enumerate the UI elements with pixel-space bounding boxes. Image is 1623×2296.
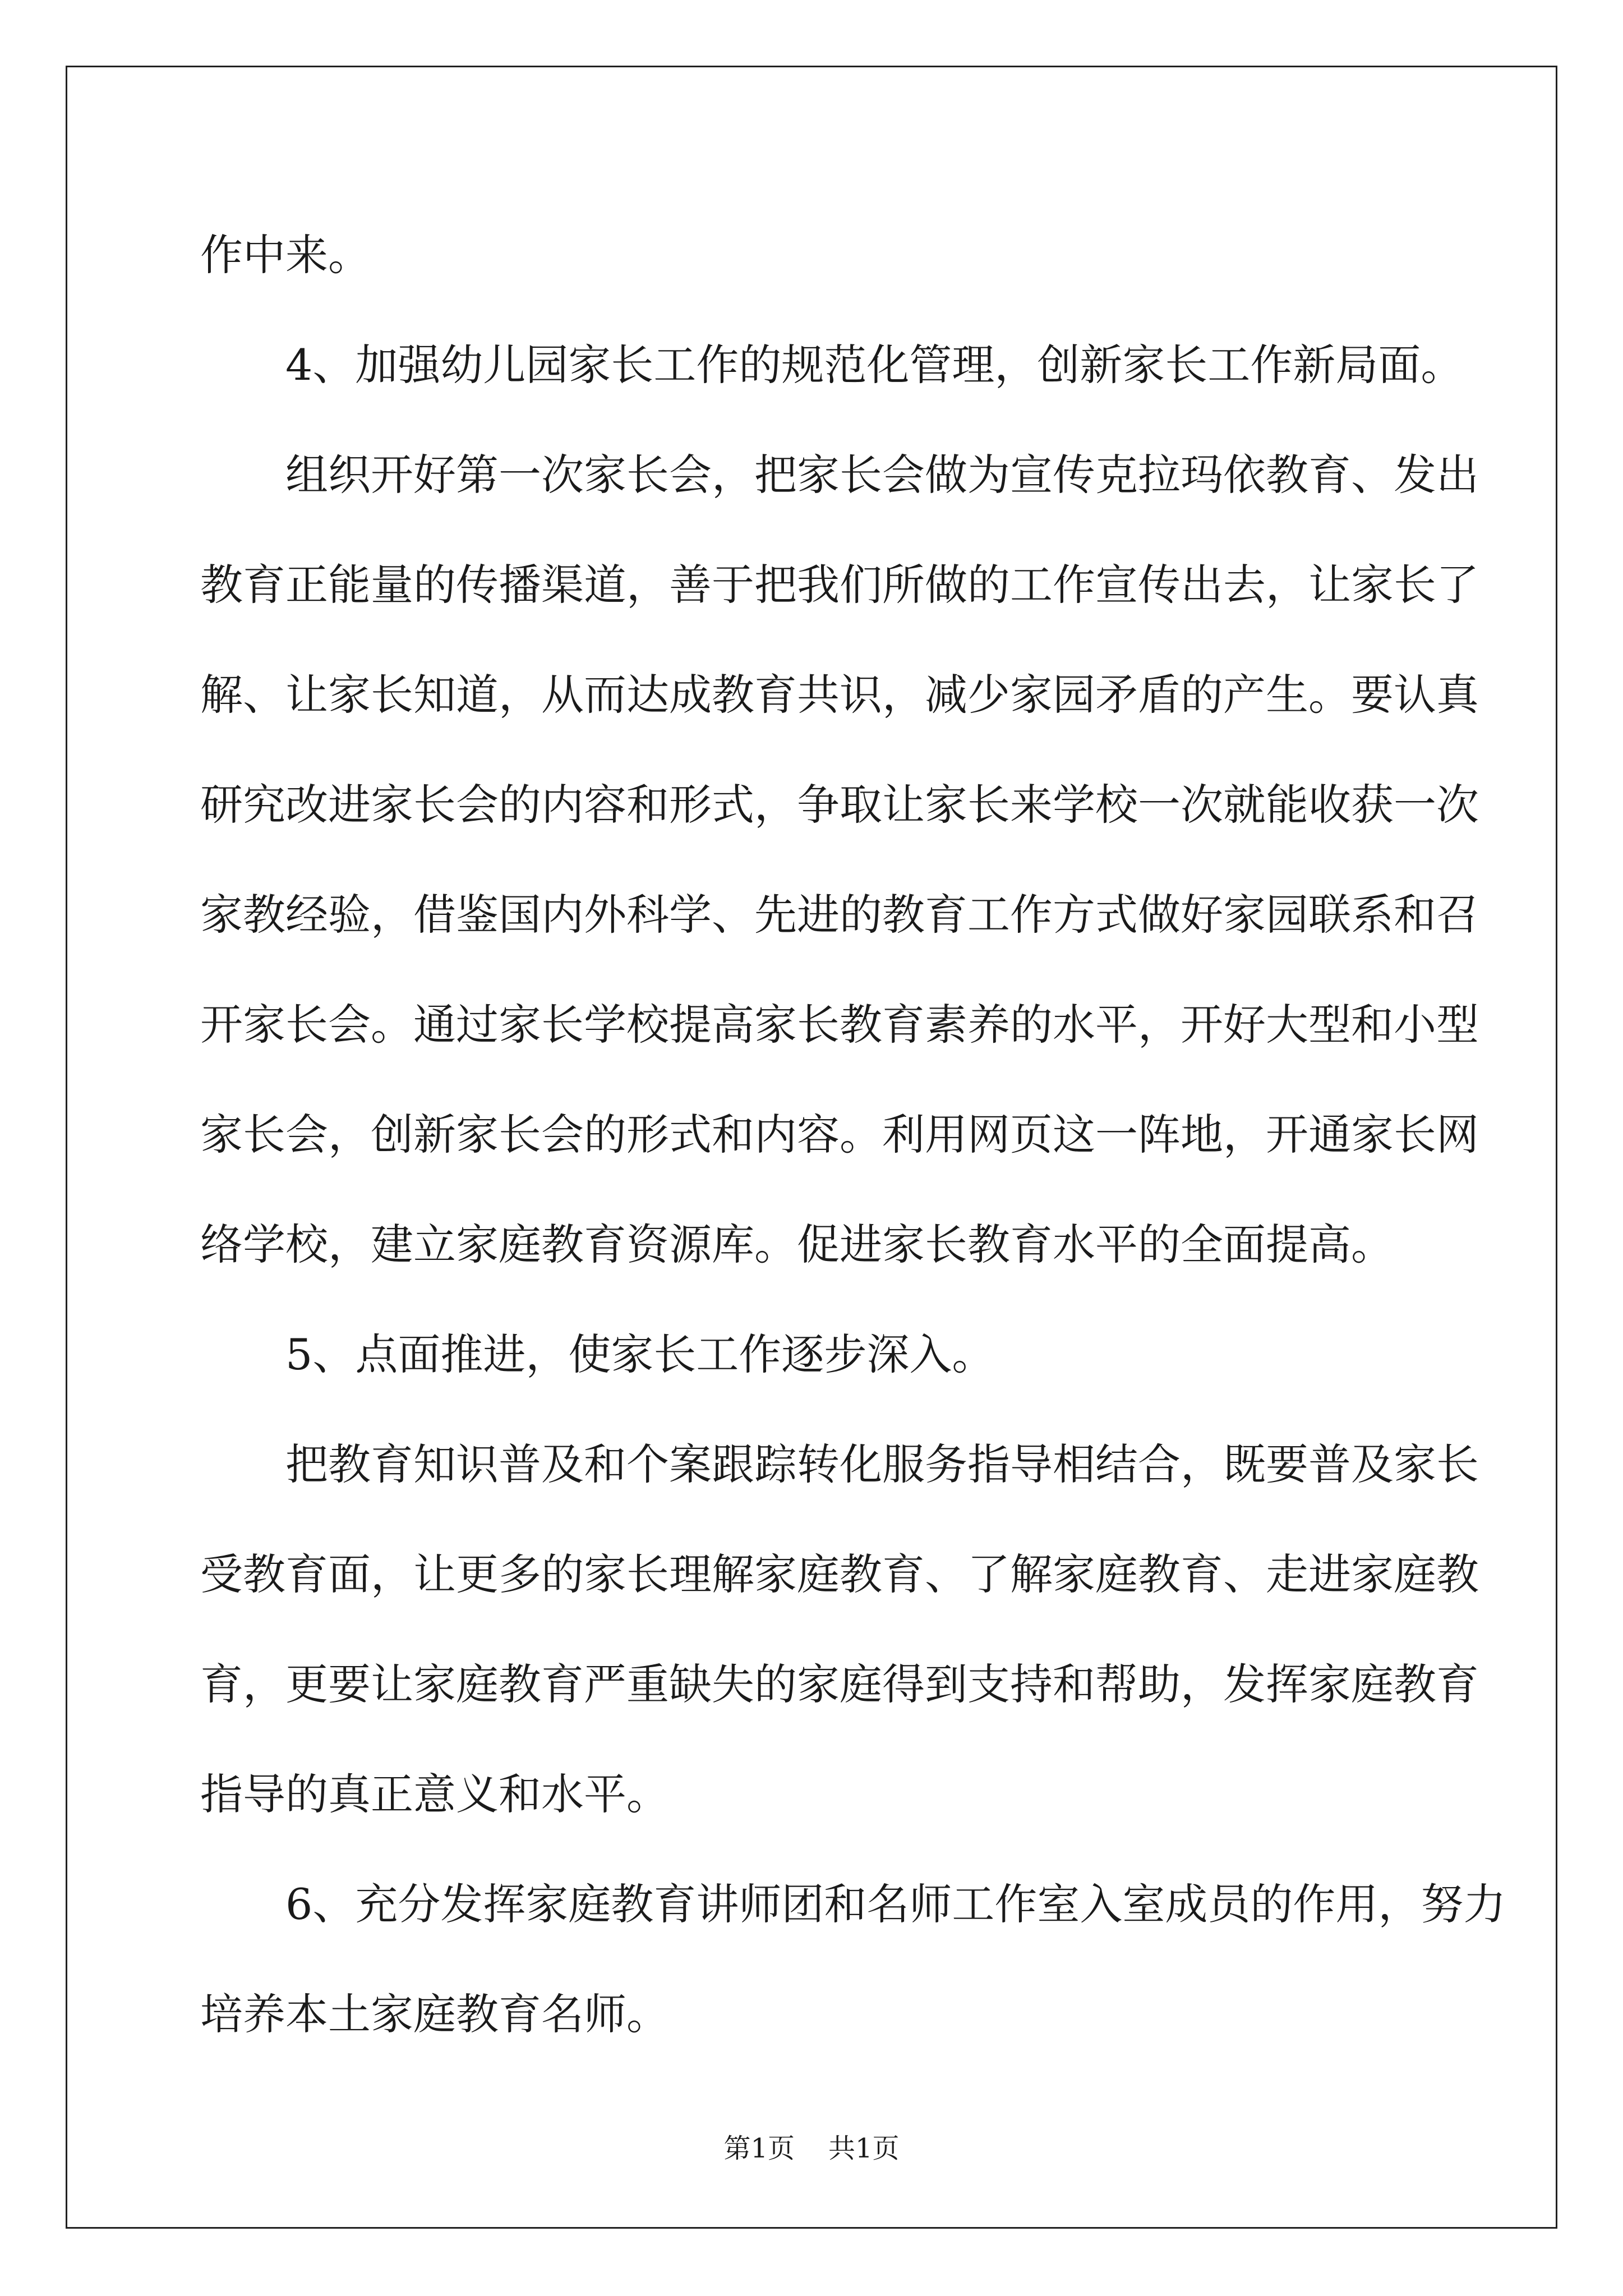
text-line: 开家长会。通过家长学校提高家长教育素养的水平，开好大型和小型 [200,1000,1479,1050]
text-line: 教育正能量的传播渠道，善于把我们所做的工作宣传出去，让家长了 [200,560,1479,610]
paragraph-heading: 4、加强幼儿园家长工作的规范化管理，创新家长工作新局面。 [285,340,1464,390]
text-line: 育，更要让家庭教育严重缺失的家庭得到支持和帮助，发挥家庭教育 [200,1659,1479,1709]
paragraph-heading: 5、点面推进，使家长工作逐步深入。 [285,1329,995,1379]
text-line: 络学校，建立家庭教育资源库。促进家长教育水平的全面提高。 [200,1220,1394,1269]
text-line: 家教经验，借鉴国内外科学、先进的教育工作方式做好家园联系和召 [200,890,1479,940]
text-line: 培养本土家庭教育名师。 [200,1989,669,2039]
paragraph-heading: 6、充分发挥家庭教育讲师团和名师工作室入室成员的作用，努力 [285,1879,1506,1929]
text-line: 作中来。 [200,230,371,280]
page-number: 第1页 [723,2133,795,2164]
text-line: 解、让家长知道，从而达成教育共识，减少家园矛盾的产生。要认真 [200,670,1479,720]
text-line: 受教育面，让更多的家长理解家庭教育、了解家庭教育、走进家庭教 [200,1549,1479,1599]
text-line: 组织开好第一次家长会，把家长会做为宣传克拉玛依教育、发出 [285,450,1479,500]
text-line: 研究改进家长会的内容和形式，争取让家长来学校一次就能收获一次 [200,780,1479,830]
page-total: 共1页 [828,2133,900,2164]
document-body [200,213,1506,2082]
text-line: 把教育知识普及和个案跟踪转化服务指导相结合，既要普及家长 [285,1439,1479,1489]
text-line: 家长会，创新家长会的形式和内容。利用网页这一阵地，开通家长网 [200,1110,1479,1159]
text-line: 指导的真正意义和水平。 [200,1769,669,1819]
page-footer [0,2132,1623,2165]
